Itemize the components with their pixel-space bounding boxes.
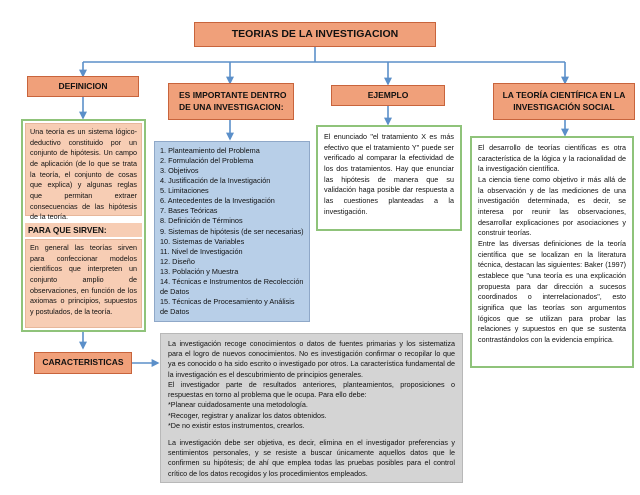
importante-item: 11. Nivel de Investigación bbox=[160, 246, 243, 256]
para-que-text: En general las teorías sirven para confeccionar modelos científicos que interpreten un conjunto amplio de observaciones, en función de los axiomas o principios, supuestos y postulados, de la teoría. bbox=[30, 243, 137, 316]
ejemplo-text: El enunciado "el tratamiento X es más efectivo que el tratamiento Y" puede ser verificado al comparar la efectividad de los dos tratamientos. Hay que enunciar las hipótesis de manera que su validación haga posible dar respuesta a las cuestiones planteadas a la investigación. bbox=[324, 132, 454, 216]
para-que-sirven-label: PARA QUE SIRVEN: bbox=[25, 223, 142, 237]
ejemplo-box bbox=[319, 128, 459, 228]
caract-p2: El investigador parte de resultados anteriores, planteamientos, proposiciones o respuestas en torno al problema que le ocupa. Para ello debe: bbox=[168, 379, 455, 400]
teoria-box bbox=[473, 139, 631, 365]
importante-item: 15. Técnicas de Procesamiento y Análisis de Datos bbox=[160, 296, 295, 316]
importante-item: 2. Formulación del Problema bbox=[160, 156, 254, 166]
importante-item: 4. Justificación de la Investigación bbox=[160, 176, 271, 186]
main-title: TEORIAS DE LA INVESTIGACION bbox=[194, 22, 436, 47]
definicion-text: Una teoría es un sistema lógico-deductivo constituido por un conjunto de hipótesis. Un campo de aplicación (de lo que se trata la teoría, el conjunto de cosas que explica) y algunas reglas que permitan extraer consecuencias de las hipótesis de la teoría. bbox=[30, 127, 137, 222]
teoria-p2: La ciencia tiene como objetivo ir más allá de la observación y de las mediciones de una investigación determinada, es decir, se interesa por reunir las observaciones, desarrollar explicaciones por asociaciones y construir teorías. bbox=[478, 174, 626, 238]
importante-item: 14. Técnicas e Instrumentos de Recolección de Datos bbox=[160, 276, 304, 296]
teoria-p1: El desarrollo de teorías científicas es otra característica de la lógica y la racionalidad de la investigación científica. bbox=[478, 143, 626, 174]
importante-item: 1. Planteamiento del Problema bbox=[160, 146, 260, 155]
importante-item: 13. Población y Muestra bbox=[160, 266, 239, 276]
importante-item: 6. Antecedentes de la Investigación bbox=[160, 196, 275, 206]
header-ejemplo: EJEMPLO bbox=[331, 85, 445, 106]
caract-bullet-3: *De no existir estos instrumentos, crearlos. bbox=[168, 420, 305, 430]
caract-bullet-1: *Planear cuidadosamente una metodología. bbox=[168, 400, 308, 410]
importante-item: 7. Bases Teóricas bbox=[160, 206, 218, 216]
importante-item: 3. Objetivos bbox=[160, 166, 199, 176]
caracteristicas-box bbox=[160, 333, 463, 483]
header-caracteristicas: CARACTERISTICAS bbox=[34, 352, 132, 374]
header-definicion: DEFINICION bbox=[27, 76, 139, 97]
importante-list-box bbox=[154, 141, 310, 322]
importante-item: 5. Limitaciones bbox=[160, 186, 209, 196]
teoria-p3: Entre las diversas definiciones de la teoría científica que se localizan en la literatura técnica, destacan las siguientes: Baker (1997) establece que "una teoría es una explicación propuesta para dar dirección a sucesos coordinados o interrelacionados", esto significa que las teorías son argumentos lógicos que se utilizan para probar las relaciones y supuestos en que se sustenta contrastándolos con la evidencia empírica. bbox=[478, 238, 626, 344]
header-teoria-cientifica: LA TEORÍA CIENTÍFICA EN LA INVESTIGACIÓN SOCIAL bbox=[493, 83, 635, 120]
caract-p3: La investigación debe ser objetiva, es decir, elimina en el investigador preferencias y sentimientos personales, y se resiste a buscar únicamente aquellos datos que le confirmen su hipótesis; de ahí que emplea todas las pruebas posibles para el control crítico de los datos recogidos y los procedimientos empleados. bbox=[168, 437, 455, 478]
importante-item: 8. Definición de Términos bbox=[160, 216, 243, 226]
importante-list bbox=[160, 146, 304, 317]
header-importante: ES IMPORTANTE DENTRO DE UNA INVESTIGACION: bbox=[168, 83, 294, 120]
definicion-box bbox=[25, 123, 142, 222]
caract-bullet-2: *Recoger, registrar y analizar los datos obtenidos. bbox=[168, 410, 327, 420]
para-que-box bbox=[25, 239, 142, 328]
importante-item: 10. Sistemas de Variables bbox=[160, 236, 245, 246]
importante-item: 12. Diseño bbox=[160, 256, 195, 266]
importante-item: 9. Sistemas de hipótesis (de ser necesarias) bbox=[160, 226, 304, 236]
caract-p1: La investigación recoge conocimientos o datos de fuentes primarias y los sistematiza para el logro de nuevos conocimientos. No es investigación confirmar o recopilar lo que ya es conocido o ha sido escrito o investigado por otros. La característica fundamental de la investigación es el descubrimiento de principios generales. bbox=[168, 339, 455, 379]
